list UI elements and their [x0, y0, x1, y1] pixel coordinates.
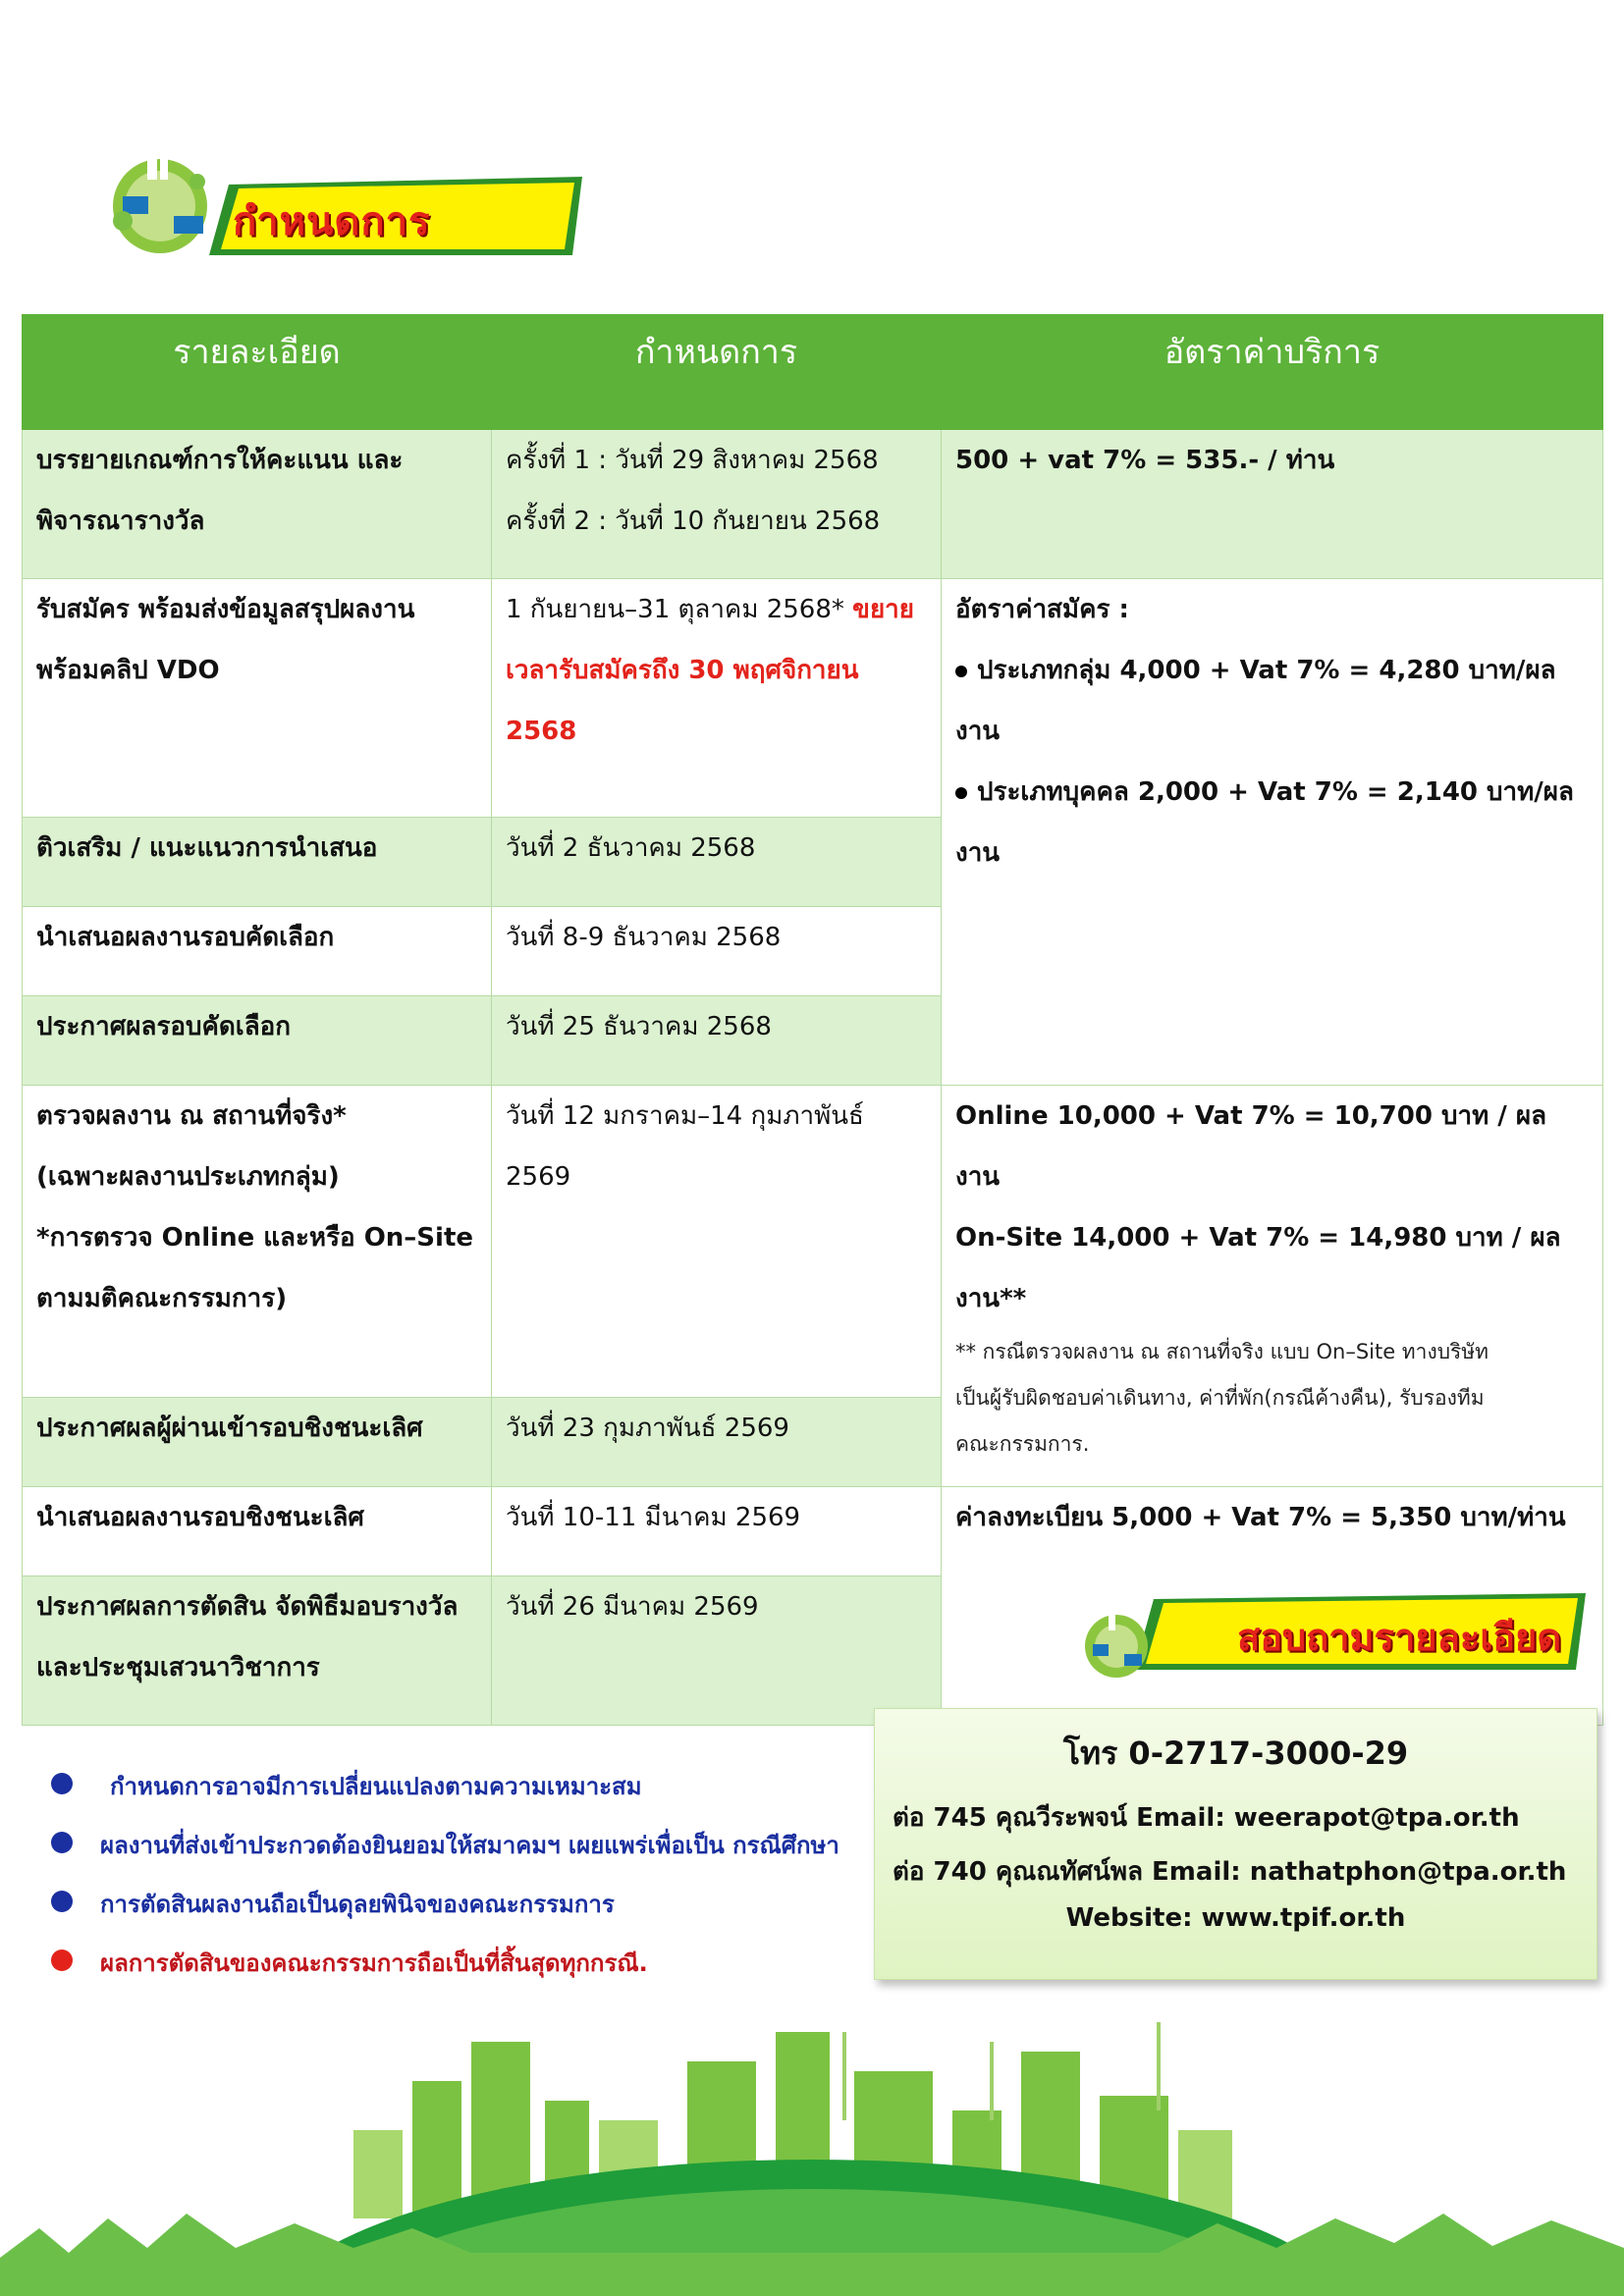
detail-cell	[23, 579, 492, 818]
detail-line: *การตรวจ Online และหรือ On–Site	[36, 1223, 474, 1253]
bullet-icon	[51, 1832, 73, 1853]
table-row	[23, 1487, 1603, 1576]
detail-cell	[23, 430, 492, 579]
detail-line: พร้อมคลิป VDO	[36, 656, 220, 685]
schedule-cell: วันที่ 2 ธันวาคม 2568	[492, 818, 942, 907]
eco-city-logo-icon	[1075, 1605, 1159, 1683]
schedule-cell: วันที่ 8-9 ธันวาคม 2568	[492, 907, 942, 996]
header-detail: รายละเอียด	[23, 315, 492, 430]
header-rate: อัตราค่าบริการ	[942, 315, 1603, 430]
contact-website: Website: www.tpif.or.th	[1065, 1903, 1406, 1933]
table-row	[23, 579, 1603, 818]
schedule-cell: วันที่ 26 มีนาคม 2569	[492, 1576, 942, 1726]
rate-cell-apply	[942, 579, 1603, 1086]
schedule-cell: วันที่ 10-11 มีนาคม 2569	[492, 1487, 942, 1576]
schedule-cell: วันที่ 23 กุมภาพันธ์ 2569	[492, 1398, 942, 1487]
detail-line: รับสมัคร พร้อมส่งข้อมูลสรุปผลงาน	[36, 595, 415, 624]
rate-note: คณะกรรมการ.	[955, 1432, 1090, 1456]
schedule-banner	[93, 142, 506, 270]
detail-line: และประชุมเสวนาวิชาการ	[36, 1653, 320, 1682]
rate-item-text: ประเภทกลุ่ม 4,000 + Vat 7% = 4,280 บาท/ผลงาน	[955, 656, 1556, 746]
schedule-cell: วันที่ 25 ธันวาคม 2568	[492, 996, 942, 1086]
page-title: กำหนดการ	[233, 199, 431, 244]
detail-line: พิจารณารางวัล	[36, 507, 205, 536]
detail-line: ประกาศผลการตัดสิน จัดพิธีมอบรางวัล	[36, 1592, 459, 1622]
detail-cell: ติวเสริม / แนะแนวการนำเสนอ	[23, 818, 492, 907]
rate-item	[955, 640, 1589, 762]
rate-line: On-Site 14,000 + Vat 7% = 14,980 บาท / ผลงาน**	[955, 1223, 1561, 1313]
contact-title: สอบถามรายละเอียด	[1237, 1616, 1561, 1659]
schedule-cell: วันที่ 12 มกราคม–14 กุมภาพันธ์ 2569	[492, 1086, 942, 1398]
detail-line: ตรวจผลงาน ณ สถานที่จริง*	[36, 1101, 347, 1131]
rate-item-text: ประเภทบุคคล 2,000 + Vat 7% = 2,140 บาท/ผลงาน	[955, 777, 1574, 868]
rate-note: ** กรณีตรวจผลงาน ณ สถานที่จริง แบบ On–Site ทางบริษัท	[955, 1340, 1489, 1363]
rate-line: Online 10,000 + Vat 7% = 10,700 บาท / ผลงาน	[955, 1101, 1546, 1192]
note-text: กำหนดการอาจมีการเปลี่ยนแปลงตามความเหมาะสม	[110, 1773, 642, 1800]
extension-text: เวลารับสมัครถึง 30 พฤศจิกายน 2568	[506, 656, 859, 746]
detail-line: บรรยายเกณฑ์การให้คะแนน และ	[36, 446, 404, 475]
detail-cell: นำเสนอผลงานรอบชิงชนะเลิศ	[23, 1487, 492, 1576]
note-text: การตัดสินผลงานถือเป็นดุลยพินิจของคณะกรรมการ	[100, 1891, 615, 1918]
table-row	[23, 1086, 1603, 1398]
schedule-line: ครั้งที่ 2 : วันที่ 10 กันยายน 2568	[506, 507, 881, 536]
contact-phone: โทร 0-2717-3000-29	[1062, 1735, 1409, 1772]
rate-cell-inspect	[942, 1086, 1603, 1487]
table-row	[23, 430, 1603, 579]
green-city-earth-illustration	[0, 2002, 1624, 2296]
detail-cell	[23, 1576, 492, 1726]
rate-line: ค่าลงทะเบียน 5,000 + Vat 7% = 5,350 บาท/ท่าน	[955, 1503, 1566, 1532]
schedule-line: ครั้งที่ 1 : วันที่ 29 สิงหาคม 2568	[506, 446, 879, 475]
schedule-line	[506, 579, 927, 640]
bullet-icon	[51, 1949, 73, 1971]
contact-line-1: ต่อ 745 คุณวีระพจน์ Email: weerapot@tpa.or.th	[893, 1803, 1520, 1833]
rate-line: 500 + vat 7% = 535.- / ท่าน	[955, 446, 1335, 475]
note-text: ผลการตัดสินของคณะกรรมการถือเป็นที่สิ้นสุดทุกกรณี.	[100, 1949, 648, 1977]
header-schedule: กำหนดการ	[492, 315, 942, 430]
contact-line-2: ต่อ 740 คุณณทัศน์พล Email: nathatphon@tpa.or.th	[893, 1857, 1567, 1887]
schedule-cell	[492, 579, 942, 818]
contact-box	[874, 1708, 1597, 1980]
rate-note: เป็นผู้รับผิดชอบค่าเดินทาง, ค่าที่พัก(กรณีค้างคืน), รับรองทีม	[955, 1386, 1485, 1410]
detail-cell: ประกาศผลรอบคัดเลือก	[23, 996, 492, 1086]
detail-cell	[23, 1086, 492, 1398]
note-text: ผลงานที่ส่งเข้าประกวดต้องยินยอมให้สมาคมฯ เผยแพร่เพื่อเป็น กรณีศึกษา	[100, 1832, 839, 1859]
bullet-icon	[51, 1773, 73, 1794]
detail-line: ตามมติคณะกรรมการ)	[36, 1284, 288, 1313]
schedule-table	[22, 314, 1603, 1726]
eco-city-logo-icon	[93, 142, 226, 270]
bullet-icon	[51, 1891, 73, 1912]
rate-cell-lecture	[942, 430, 1603, 579]
table-header-row	[23, 315, 1603, 430]
bullet-icon	[955, 787, 967, 799]
rate-item	[955, 762, 1589, 883]
contact-banner	[1075, 1585, 1586, 1683]
extension-text: ขยาย	[852, 595, 915, 624]
rate-title: อัตราค่าสมัคร :	[955, 595, 1129, 624]
schedule-cell	[492, 430, 942, 579]
detail-cell: นำเสนอผลงานรอบคัดเลือก	[23, 907, 492, 996]
detail-cell: ประกาศผลผู้ผ่านเข้ารอบชิงชนะเลิศ	[23, 1398, 492, 1487]
detail-line: (เฉพาะผลงานประเภทกลุ่ม)	[36, 1162, 340, 1192]
bullet-icon	[955, 666, 967, 677]
schedule-prefix: 1 กันยายน–31 ตุลาคม 2568*	[506, 595, 844, 624]
